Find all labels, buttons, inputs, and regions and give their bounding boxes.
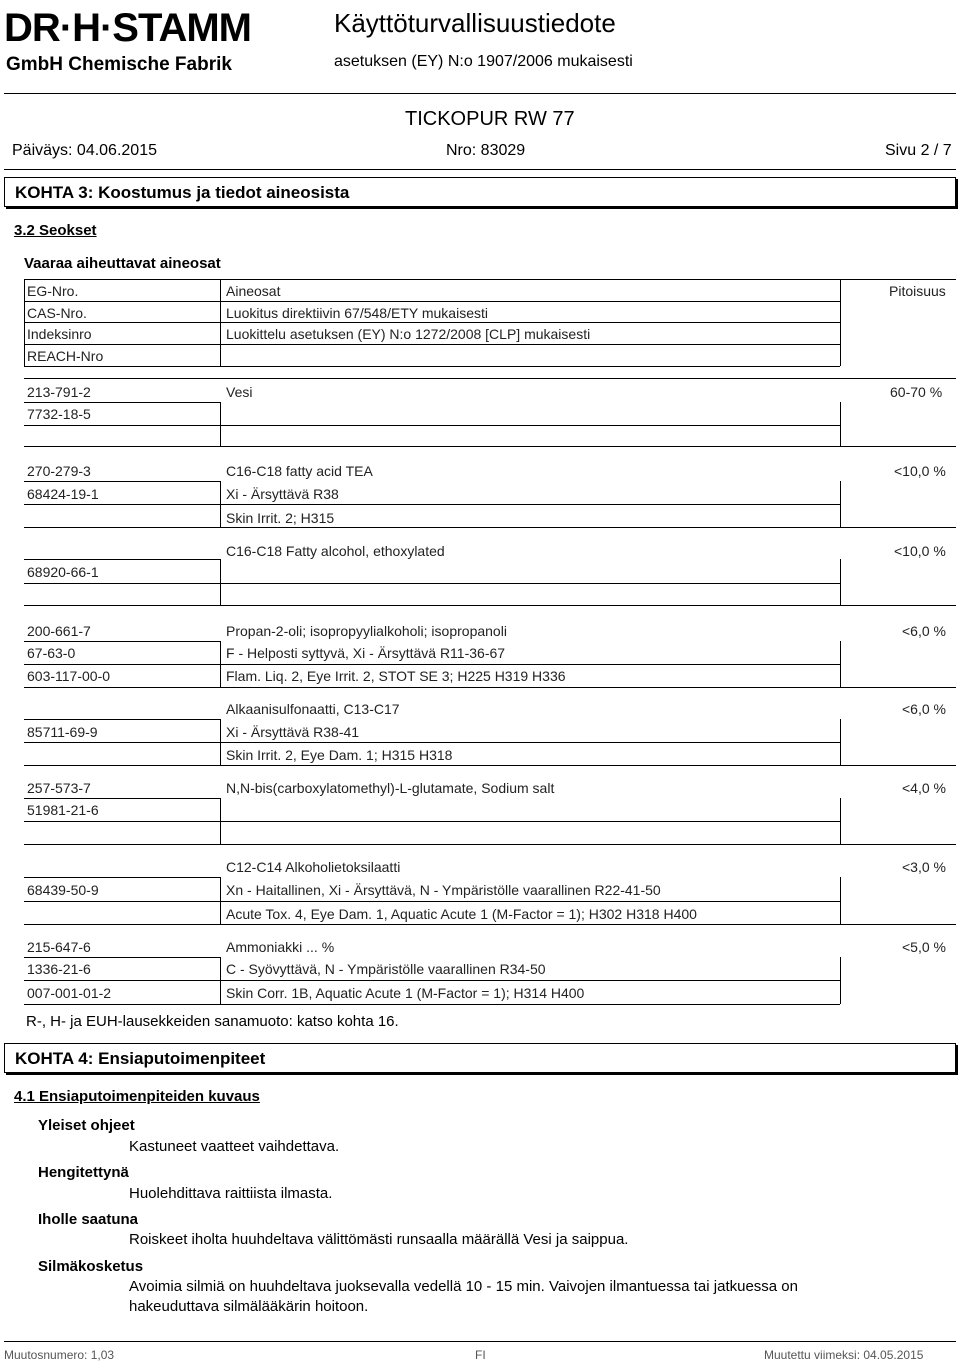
first-aid-inhalation-text: Huolehdittava raittiista ilmasta.: [129, 1185, 333, 1202]
row-separator: [24, 446, 956, 447]
row4-substance: Propan-2-oli; isopropyylialkoholi; isopropanoli: [226, 623, 507, 639]
cell-line: [24, 719, 220, 720]
row5-classification-dsd: Xi - Ärsyttävä R38-41: [226, 724, 360, 740]
cell-vline: [840, 641, 841, 687]
cell-vline: [840, 559, 841, 605]
footer-modified: Muutettu viimeksi: 04.05.2015: [764, 1348, 924, 1362]
cell-line: [24, 559, 220, 560]
first-aid-eye-text: Avoimia silmiä on huuhdeltava juoksevalla vedellä 10 - 15 min. Vaivojen ilmantuessa tai jatkuessa on: [129, 1278, 798, 1295]
header-vline: [840, 279, 841, 366]
first-aid-inhalation-label: Hengitettynä: [38, 1164, 129, 1181]
first-aid-skin-text: Roiskeet iholta huuhdeltava välittömästi runsaalla määrällä Vesi ja saippua.: [129, 1231, 629, 1248]
cell-line: [24, 425, 840, 426]
row3-cas: 68920-66-1: [27, 564, 99, 580]
cell-vline: [220, 877, 221, 924]
row8-classification-dsd: C - Syövyttävä, N - Ympäristölle vaarallinen R34-50: [226, 961, 546, 977]
section-3-2-heading: 3.2 Seokset: [14, 222, 97, 239]
first-aid-skin-label: Iholle saatuna: [38, 1211, 139, 1228]
first-aid-general-label: Yleiset ohjeet: [38, 1117, 135, 1134]
footer-revision: Muutosnumero: 1,03: [4, 1348, 115, 1362]
row-separator: [24, 687, 956, 688]
row2-eg: 270-279-3: [27, 463, 91, 479]
header-vline: [24, 279, 25, 366]
cell-line: [24, 877, 220, 878]
row6-cas: 51981-21-6: [27, 802, 99, 818]
footer-divider: [4, 1341, 956, 1342]
product-name: TICKOPUR RW 77: [405, 108, 575, 130]
row6-eg: 257-573-7: [27, 780, 91, 796]
row4-classification-dsd: F - Helposti syttyvä, Xi - Ärsyttävä R11-36-67: [226, 645, 506, 661]
page-number: Sivu 2 / 7: [885, 142, 952, 159]
row-separator: [24, 924, 956, 925]
cell-line: [24, 1004, 840, 1005]
cell-line: [24, 980, 840, 981]
section-4-title: KOHTA 4: Ensiaputoimenpiteet: [15, 1049, 266, 1068]
row4-concentration: <6,0 %: [902, 623, 946, 639]
cell-vline: [840, 481, 841, 527]
r-h-phrases-note: R-, H- ja EUH-lausekkeiden sanamuoto: katso kohta 16.: [26, 1013, 399, 1030]
row-separator: [24, 605, 956, 606]
cell-line: [24, 504, 840, 505]
row7-classification-clp: Acute Tox. 4, Eye Dam. 1, Aquatic Acute 1 (M-Factor = 1); H302 H318 H400: [226, 906, 697, 922]
footer-language: FI: [475, 1348, 486, 1362]
document-date: Päiväys: 04.06.2015: [12, 142, 157, 159]
cell-line: [24, 402, 220, 403]
cell-line: [24, 821, 840, 822]
row4-eg: 200-661-7: [27, 623, 91, 639]
document-title: Käyttöturvallisuustiedote: [334, 8, 616, 38]
col-header-classification-dsd: Luokitus direktiivin 67/548/ETY mukaisesti: [226, 305, 488, 321]
row6-concentration: <4,0 %: [902, 780, 946, 796]
company-logo-subtitle: GmbH Chemische Fabrik: [6, 54, 232, 75]
first-aid-eye-text-cont: hakeuduttava silmälääkärin hoitoon.: [129, 1298, 369, 1315]
col-header-concentration: Pitoisuus: [889, 283, 946, 299]
cell-vline: [840, 402, 841, 446]
row1-cas: 7732-18-5: [27, 406, 91, 422]
header-row-line: [24, 301, 840, 302]
col-header-classification-clp: Luokittelu asetuksen (EY) N:o 1272/2008 [CLP] mukaisesti: [226, 326, 591, 342]
cell-vline: [220, 402, 221, 446]
company-logo-wordmark: DR·H·STAMM: [4, 6, 251, 50]
row2-cas: 68424-19-1: [27, 486, 99, 502]
cell-vline: [840, 957, 841, 1004]
cell-line: [24, 481, 220, 482]
section-4-1-heading: 4.1 Ensiaputoimenpiteiden kuvaus: [14, 1088, 260, 1105]
row8-substance: Ammoniakki ... %: [226, 939, 335, 955]
row2-concentration: <10,0 %: [894, 463, 946, 479]
row8-index: 007-001-01-2: [27, 985, 112, 1001]
document-number: Nro: 83029: [446, 142, 526, 159]
row-separator: [24, 765, 956, 766]
cell-vline: [220, 798, 221, 844]
row8-cas: 1336-21-6: [27, 961, 91, 977]
row8-classification-clp: Skin Corr. 1B, Aquatic Acute 1 (M-Factor = 1); H314 H400: [226, 985, 585, 1001]
cell-vline: [220, 719, 221, 765]
row-separator: [24, 378, 956, 379]
row-separator: [24, 527, 956, 528]
row7-cas: 68439-50-9: [27, 882, 99, 898]
header-bottom-divider: [4, 169, 956, 170]
hazardous-components-title: Vaaraa aiheuttavat aineosat: [24, 255, 221, 272]
cell-line: [24, 742, 840, 743]
row6-substance: N,N-bis(carboxylatomethyl)-L-glutamate, Sodium salt: [226, 780, 555, 796]
row3-concentration: <10,0 %: [894, 543, 946, 559]
row5-concentration: <6,0 %: [902, 701, 946, 717]
section-3-title: KOHTA 3: Koostumus ja tiedot aineosista: [15, 183, 350, 202]
row4-cas: 67-63-0: [27, 645, 76, 661]
cell-line: [24, 798, 220, 799]
row2-classification-dsd: Xi - Ärsyttävä R38: [226, 486, 339, 502]
document-subtitle: asetuksen (EY) N:o 1907/2006 mukaisesti: [334, 53, 633, 70]
cell-line: [24, 664, 840, 665]
row5-classification-clp: Skin Irrit. 2, Eye Dam. 1; H315 H318: [226, 747, 453, 763]
row5-substance: Alkaanisulfonaatti, C13-C17: [226, 701, 400, 717]
header-vline: [220, 279, 221, 366]
col-header-cas: CAS-Nro.: [27, 305, 87, 321]
row7-concentration: <3,0 %: [902, 859, 946, 875]
cell-line: [24, 901, 840, 902]
cell-vline: [220, 559, 221, 605]
row5-cas: 85711-69-9: [27, 724, 98, 740]
cell-line: [24, 641, 220, 642]
first-aid-general-text: Kastuneet vaatteet vaihdettava.: [129, 1138, 340, 1155]
section-4-header: [4, 1043, 956, 1073]
header-row-line: [24, 322, 840, 323]
row2-substance: C16-C18 fatty acid TEA: [226, 463, 373, 479]
col-header-eg: EG-Nro.: [27, 283, 79, 299]
cell-vline: [220, 957, 221, 1004]
cell-vline: [220, 481, 221, 527]
col-header-substance: Aineosat: [226, 283, 281, 299]
row3-substance: C16-C18 Fatty alcohol, ethoxylated: [226, 543, 445, 559]
cell-vline: [840, 798, 841, 844]
col-header-index: Indeksinro: [27, 326, 92, 342]
row4-classification-clp: Flam. Liq. 2, Eye Irrit. 2, STOT SE 3; H225 H319 H336: [226, 668, 566, 684]
row-separator: [24, 844, 956, 845]
cell-vline: [220, 641, 221, 687]
col-header-reach: REACH-Nro: [27, 348, 104, 364]
header-row-line: [24, 344, 840, 345]
section-3-header: [4, 177, 956, 207]
row8-concentration: <5,0 %: [902, 939, 946, 955]
row1-eg: 213-791-2: [27, 384, 91, 400]
cell-line: [24, 957, 220, 958]
row7-classification-dsd: Xn - Haitallinen, Xi - Ärsyttävä, N - Ympäristölle vaarallinen R22-41-50: [226, 882, 661, 898]
row7-substance: C12-C14 Alkoholietoksilaatti: [226, 859, 401, 875]
table-top-line: [24, 279, 956, 280]
row8-eg: 215-647-6: [27, 939, 91, 955]
cell-line: [24, 583, 840, 584]
header-row-line: [24, 366, 840, 367]
row2-classification-clp: Skin Irrit. 2; H315: [226, 510, 335, 526]
first-aid-eye-label: Silmäkosketus: [38, 1258, 144, 1275]
header-divider: [4, 93, 956, 94]
row4-index: 603-117-00-0: [27, 668, 111, 684]
row1-substance: Vesi: [226, 384, 253, 400]
cell-vline: [840, 719, 841, 765]
cell-vline: [840, 877, 841, 924]
row1-concentration: 60-70 %: [890, 384, 943, 400]
